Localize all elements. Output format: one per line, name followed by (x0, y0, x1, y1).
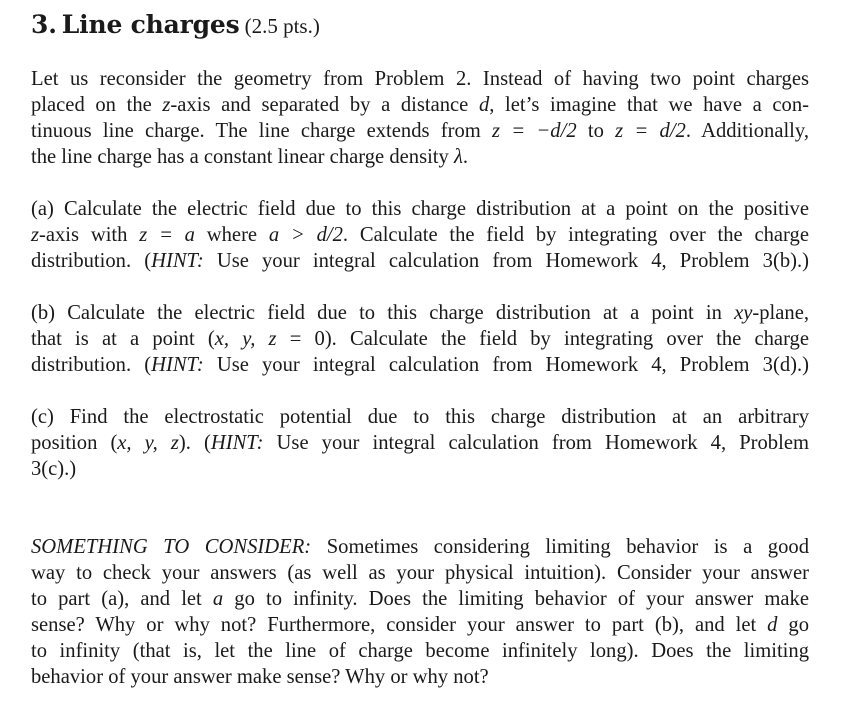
problem-title: Line charges (61, 10, 240, 39)
part-a-paragraph (31, 196, 809, 274)
text-line: to part (a), and let a go to infinity. Does the limiting behavior of your answer make (31, 588, 809, 610)
text-line: Let us reconsider the geometry from Problem 2. Instead of having two point charges (31, 68, 809, 90)
consider-label: SOMETHING TO CONSIDER: (31, 536, 312, 558)
hint-label: HINT: (151, 250, 204, 272)
text-line: that is at a point (x, y, z = 0). Calculate the field by integrating over the charge (31, 328, 809, 350)
text-line: (b) Calculate the electric field due to this charge distribution at a point in xy-plane, (31, 302, 809, 324)
hint-label: HINT: (210, 432, 264, 454)
text-line: SOMETHING TO CONSIDER: Sometimes considering limiting behavior is a good (31, 536, 809, 558)
text-line: to infinity (that is, let the line of charge become infinitely long). Does the limiting (31, 640, 809, 662)
text-line: tinuous line charge. The line charge extends from z = −d/2 to z = d/2. Additionally, (31, 120, 810, 142)
text-line: distribution. (HINT: Use your integral calculation from Homework 4, Problem 3(d).) (31, 354, 810, 376)
text-line: way to check your answers (as well as your physical intuition). Consider your answer (31, 562, 809, 584)
text-line: behavior of your answer make sense? Why or why not? (31, 666, 489, 688)
text-line: the line charge has a constant linear charge density λ. (31, 146, 469, 168)
text-line: 3(c).) (31, 458, 77, 480)
problem-points: (2.5 pts.) (244, 14, 320, 38)
part-b-paragraph (31, 300, 809, 378)
hint-label: HINT: (151, 354, 204, 376)
consider-paragraph (31, 534, 809, 690)
text-line: distribution. (HINT: Use your integral calculation from Homework 4, Problem 3(b).) (31, 250, 810, 272)
text-line: (a) Calculate the electric field due to this charge distribution at a point on the positive (31, 198, 809, 220)
intro-paragraph (31, 66, 809, 170)
problem-number: 3. (31, 10, 57, 39)
text-line: position (x, y, z). (HINT: Use your integral calculation from Homework 4, Problem (31, 432, 809, 454)
text-line: (c) Find the electrostatic potential due to this charge distribution at an arbitrary (31, 406, 809, 428)
problem-heading (31, 10, 320, 39)
text-line: sense? Why or why not? Furthermore, consider your answer to part (b), and let d go (31, 614, 809, 636)
text-line: placed on the z-axis and separated by a distance d, let’s imagine that we have a con- (31, 94, 809, 116)
text-line: z-axis with z = a where a > d/2. Calculate the field by integrating over the charge (31, 224, 809, 246)
part-c-paragraph (31, 404, 809, 482)
